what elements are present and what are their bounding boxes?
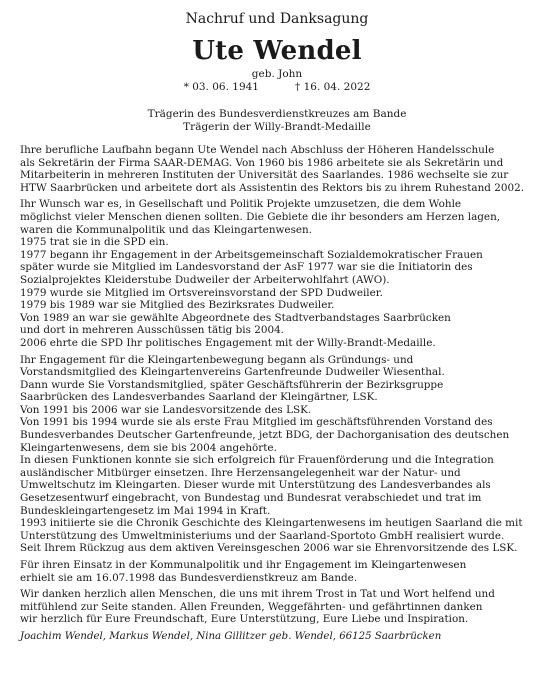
body-paragraph [20, 559, 534, 584]
body-line: später wurde sie Mitglied im Landesvorstand der AsF 1977 war sie die Initiatorin des [20, 261, 473, 274]
body-line: Ihr Wunsch war es, in Gesellschaft und Politik Projekte umzusetzen, die dem Wohle [20, 198, 462, 211]
body-paragraph [20, 198, 534, 349]
body-line: erhielt sie am 16.07.1998 das Bundesverdienstkreuz am Bande. [20, 571, 358, 584]
body-line: HTW Saarbrücken und arbeitete dort als Assistentin des Rektors bis zu ihrem Ruhestand 2002. [20, 181, 524, 194]
body-line: wir herzlich für Eure Freundschaft, Eure Unterstützung, Eure Liebe und Inspiration. [20, 613, 469, 626]
body-line: Kleingartenwesens, dem sie bis 2004 angehörte. [20, 441, 277, 454]
body-line: Bundeskleingartengesetz im Mai 1994 in Kraft. [20, 504, 271, 517]
body-line: Saarbrücken des Landesverbandes Saarland der Kleingärtner, LSK. [20, 391, 378, 404]
body-line: Von 1991 bis 2006 war sie Landesvorsitzende des LSK. [20, 403, 312, 416]
body-line: Für ihren Einsatz in der Kommunalpolitik und ihr Engagement im Kleingartenwesen [20, 559, 467, 571]
body-line: Vorstandsmitglied des Kleingartenvereins Gartenfreunde Dudweiler Wiesenthal. [20, 366, 445, 379]
body-line: Ihre berufliche Laufbahn begann Ute Wendel nach Abschluss der Höheren Handelsschule [20, 144, 495, 156]
body-line: Wir danken herzlich allen Menschen, die uns mit ihrem Trost in Tat und Wort helfend und [20, 588, 495, 601]
honor-line: Trägerin des Bundesverdienstkreuzes am Bande [147, 108, 407, 120]
body-line: Ihr Engagement für die Kleingartenbewegung begann als Gründungs- und [20, 353, 414, 366]
body-line: 1977 begann ihr Engagement in der Arbeitsgemeinschaft Sozialdemokratischer Frauen [20, 248, 483, 261]
body-line: ausländischer Mitbürger einsetzen. Ihre Herzensangelegenheit war der Natur- und [20, 466, 461, 479]
body-line: möglichst vieler Menschen dienen sollten. Die Gebiete die ihr besonders am Herzen lagen, [20, 210, 501, 223]
body-line: Von 1991 bis 1994 wurde sie als erste Frau Mitglied im geschäftsführenden Vorstand des [20, 416, 493, 429]
body-paragraph [20, 588, 534, 626]
body-line: 1975 trat sie in die SPD ein. [20, 236, 169, 249]
body-line: 1979 wurde sie Mitglied im Ortsvereinsvorstand der SPD Dudweiler. [20, 286, 383, 299]
body-line: 2006 ehrte die SPD Ihr politisches Engagement mit der Willy-Brandt-Medaille. [20, 336, 436, 349]
body-line: und dort in mehreren Ausschüssen tätig bis 2004. [20, 324, 284, 337]
body-line: Sozialprojektes Kleiderstube Dudweiler der Arbeiterwohlfahrt (AWO). [20, 273, 390, 286]
body-line: Seit Ihrem Rückzug aus dem aktiven Vereinsgeschen 2006 war sie Ehrenvorsitzende des LSK. [20, 542, 518, 555]
death-date: † 16. 04. 2022 [295, 81, 371, 93]
life-dates [20, 81, 534, 94]
body-line: 1979 bis 1989 war sie Mitglied des Bezirksrates Dudweiler. [20, 299, 335, 312]
body-paragraph [20, 354, 534, 556]
deceased-name: Ute Wendel [192, 36, 362, 66]
notice-kicker: Nachruf und Danksagung [185, 11, 369, 27]
body-line: waren die Kommunalpolitik und das Kleingartenwesen. [20, 223, 313, 236]
notice-header [20, 10, 534, 134]
honor-line: Trägerin der Willy-Brandt-Medaille [183, 121, 371, 133]
body-line: Gesetzesentwurf eingebracht, von Bundestag und Bundesrat verabschiedet und trat im [20, 492, 482, 505]
body-line: mitfühlend zur Seite standen. Allen Freunden, Weggefährten- und gefährtinnen danken [20, 600, 483, 613]
maiden-name: geb. John [251, 68, 303, 80]
body-line: In diesen Funktionen konnte sie sich erfolgreich für Frauenförderung und die Integration [20, 454, 494, 467]
body-line: als Sekretärin der Firma SAAR-DEMAG. Von 1960 bis 1986 arbeitete sie als Sekretärin und [20, 156, 504, 169]
birth-date: * 03. 06. 1941 [183, 81, 259, 93]
body-line: Mitarbeiterin in mehreren Instituten der Universität des Saarlandes. 1986 wechselte sie zur [20, 169, 509, 182]
body-line: Bundesverbandes Deutscher Gartenfreunde, jetzt BDG, der Dachorganisation des deutschen [20, 429, 510, 442]
honors [20, 108, 534, 134]
body-line: Von 1989 an war sie gewählte Abgeordnete des Stadtverbandstages Saarbrücken [20, 311, 451, 324]
obituary-body [20, 144, 534, 626]
body-line: 1993 initiierte sie die Chronik Geschichte des Kleingartenwesens im heutigen Saarland die mit [20, 517, 523, 530]
body-line: Dann wurde Sie Vorstandsmitglied, später Geschäftsführerin der Bezirksgruppe [20, 378, 444, 391]
body-line: Umweltschutz im Kleingarten. Dieser wurde mit Unterstützung des Landesverbandes als [20, 479, 491, 492]
signature: Joachim Wendel, Markus Wendel, Nina Gillitzer geb. Wendel, 66125 Saarbrücken [20, 630, 442, 642]
body-line: Unterstützung des Umweltministeriums und der Saarland-Sportoto GmbH realisiert wurde. [20, 529, 505, 542]
body-paragraph [20, 144, 534, 194]
